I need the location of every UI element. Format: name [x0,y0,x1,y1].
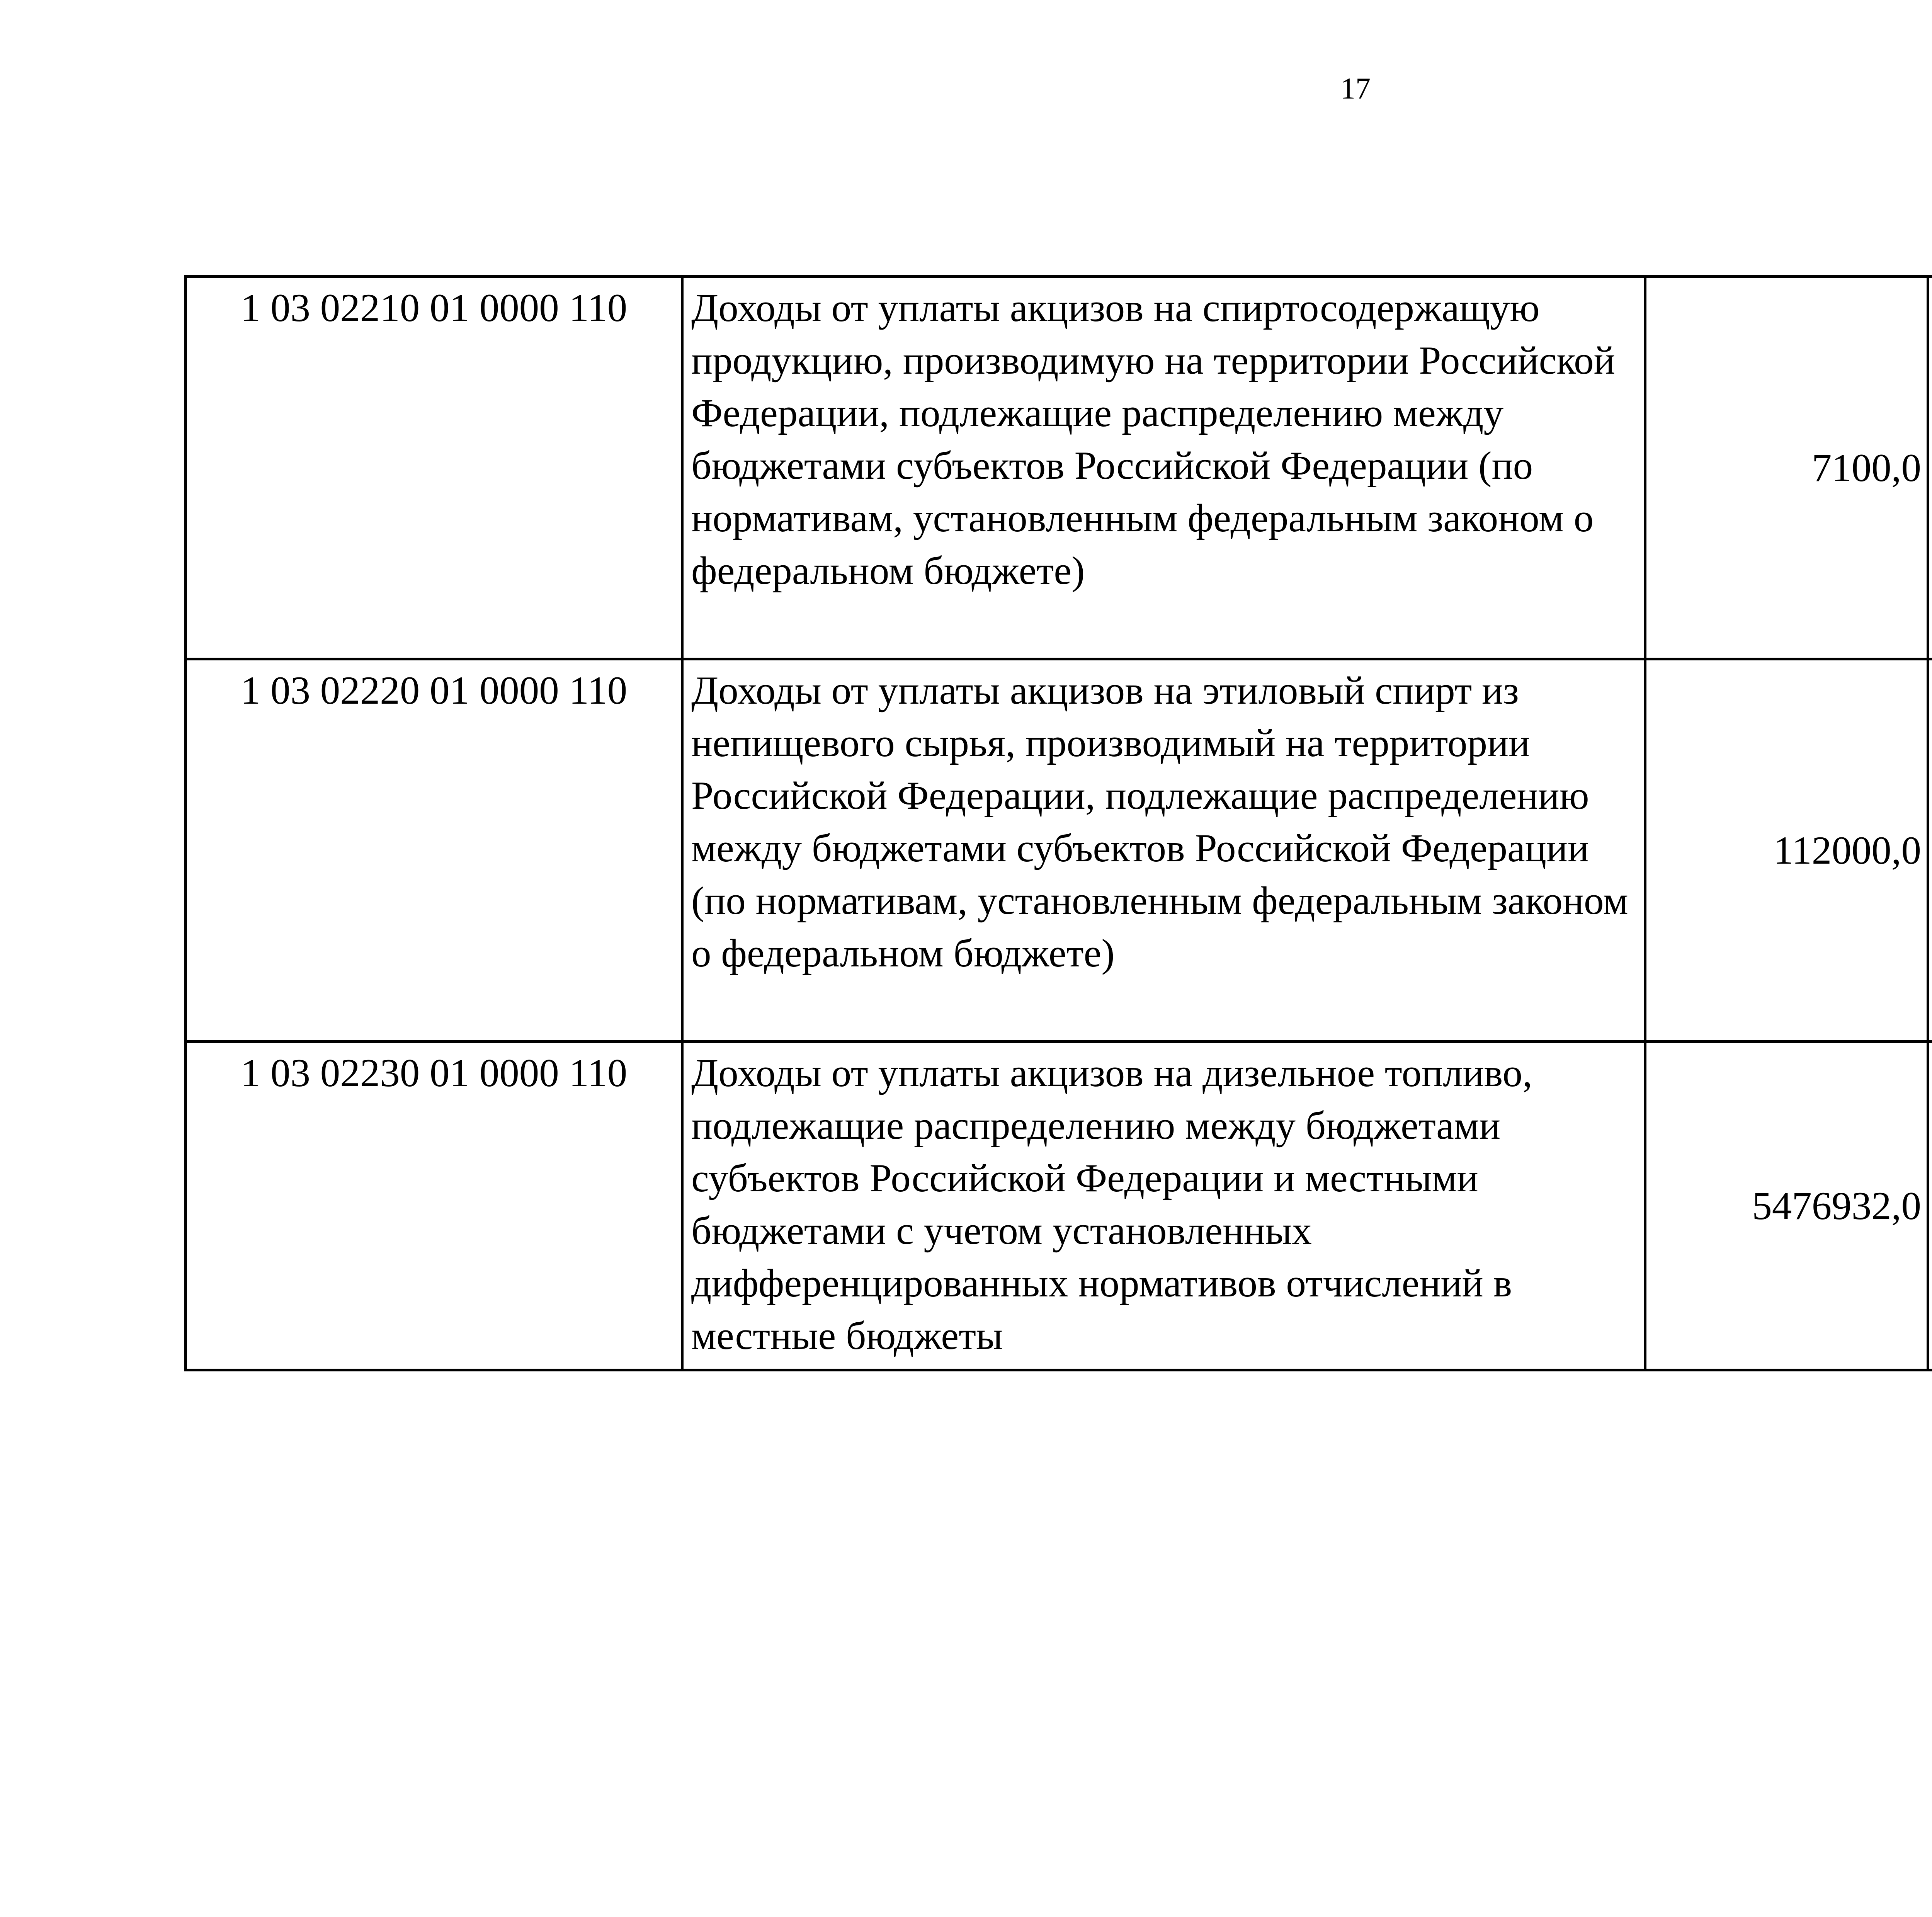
value-cell-year-2 [1928,659,1932,1042]
budget-code-cell: 1 03 02220 01 0000 110 [186,659,682,1042]
description-cell: Доходы от уплаты акцизов на дизельное топливо, подлежащие распределению между бюджетами субъектов Российской Федерации и местными бюджетами с учетом установленных дифференцированных нормативов отчислений в местные бюджеты [682,1042,1645,1370]
value-cell-year-1: 5476932,0 [1645,1042,1928,1370]
budget-code-cell: 1 03 02210 01 0000 110 [186,277,682,659]
page-number: 17 [1340,71,1371,105]
value-cell-year-2 [1928,1042,1932,1370]
value-cell-year-1: 112000,0 [1645,659,1928,1042]
budget-code-cell: 1 03 02230 01 0000 110 [186,1042,682,1370]
value-cell-year-1: 7100,0 [1645,277,1928,659]
table-row [186,1042,1932,1370]
table-row [186,277,1932,659]
description-cell: Доходы от уплаты акцизов на спиртосодержащую продукцию, производимую на территории Российской Федерации, подлежащие распределению между бюджетами субъектов Российской Федерации (по нормативам, установленным федеральным законом о федеральном бюджете) [682,277,1645,659]
revenue-table [184,275,1932,1371]
description-cell: Доходы от уплаты акцизов на этиловый спирт из непищевого сырья, производимый на территории Российской Федерации, подлежащие распределению между бюджетами субъектов Российской Федерации (по нормативам, установленным федеральным законом о федеральном бюджете) [682,659,1645,1042]
value-cell-year-2 [1928,277,1932,659]
table-row [186,659,1932,1042]
